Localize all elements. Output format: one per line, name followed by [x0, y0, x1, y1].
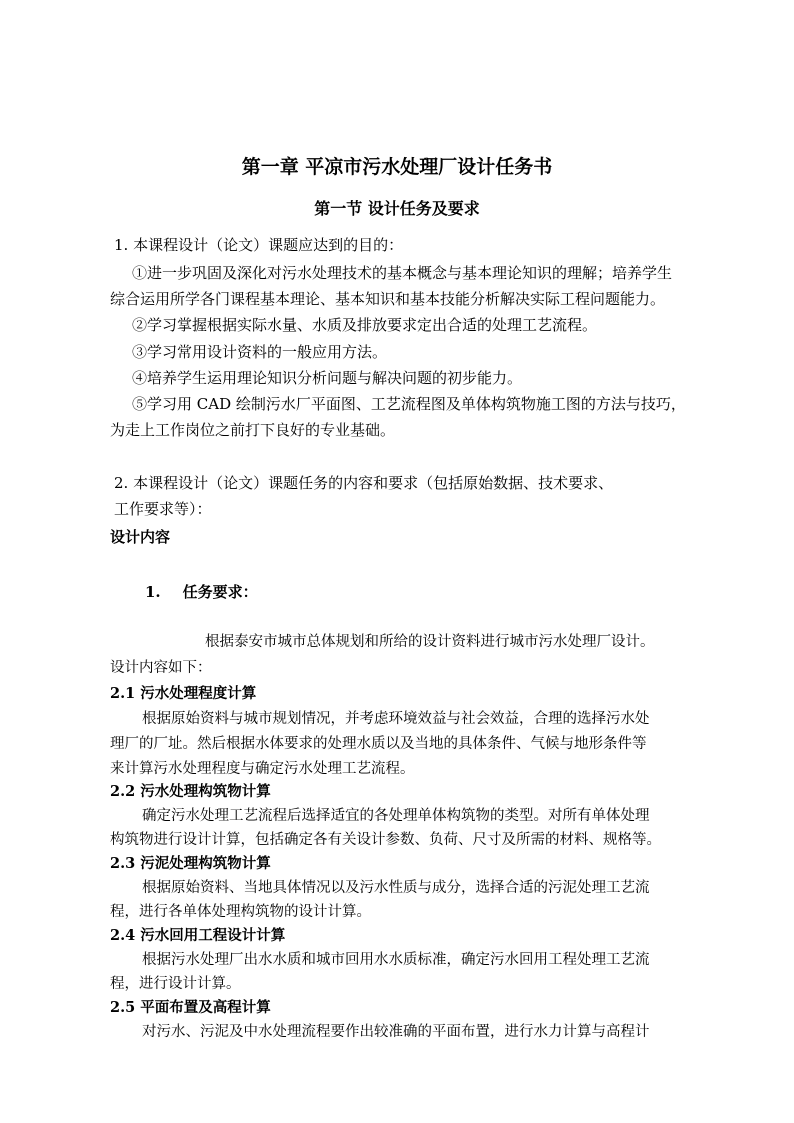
task-heading-line-1: 2. 本课程设计（论文）课题任务的内容和要求（包括原始数据、技术要求、 — [114, 474, 614, 492]
section-2-4-line-1: 根据污水处理厂出水水质和城市回用水水质标准，确定污水回用工程处理工艺流 — [142, 952, 650, 968]
section-2-4-heading — [110, 924, 285, 945]
section-title: 污水处理构筑物计算 — [140, 783, 271, 800]
section-2-2-line-2: 构筑物进行设计计算，包括确定各有关设计参数、负荷、尺寸及所需的材料、规格等。 — [110, 832, 661, 848]
section-number: 2.4 — [110, 927, 136, 944]
purpose-item-5-line-2: 为走上工作岗位之前打下良好的专业基础。 — [110, 421, 396, 439]
section-number: 2.2 — [110, 783, 136, 800]
section-title: 污泥处理构筑物计算 — [140, 855, 271, 872]
section-title: 污水回用工程设计计算 — [140, 927, 286, 944]
chapter-title: 第一章 平凉市污水处理厂设计任务书 — [241, 156, 553, 178]
section-number: 2.3 — [110, 855, 136, 872]
task-intro-line-1: 根据泰安市城市总体规划和所给的设计资料进行城市污水处理厂设计。 — [205, 634, 655, 650]
section-title: 平面布置及高程计算 — [140, 999, 271, 1016]
purpose-item-2: ②学习掌握根据实际水量、水质及排放要求定出合适的处理工艺流程。 — [132, 316, 598, 334]
purpose-item-1-line-1: ①进一步巩固及深化对污水处理技术的基本概念与基本理论知识的理解；培养学生 — [132, 264, 673, 282]
section-number: 2.5 — [110, 999, 136, 1016]
section-number: 2.1 — [110, 685, 136, 702]
purpose-item-5-line-1: ⑤学习用 CAD 绘制污水厂平面图、工艺流程图及单体构筑物施工图的方法与技巧， — [132, 395, 686, 413]
purpose-item-1-line-2: 综合运用所学各门课程基本理论、基本知识和基本技能分析解决实际工程问题能力。 — [110, 290, 666, 308]
section-2-2-heading — [110, 780, 271, 801]
section-title: 第一节 设计任务及要求 — [314, 199, 480, 218]
section-2-2-line-1: 确定污水处理工艺流程后选择适宜的各处理单体构筑物的类型。对所有单体处理 — [142, 808, 650, 824]
section-2-3-line-2: 程，进行各单体处理构筑物的设计计算。 — [110, 904, 371, 920]
task-heading-line-2: 工作要求等）： — [114, 500, 212, 518]
purpose-item-4: ④培养学生运用理论知识分析问题与解决问题的初步能力。 — [132, 369, 523, 387]
purpose-heading: 1. 本课程设计（论文）课题应达到的目的： — [114, 236, 404, 254]
section-2-1-line-2: 理厂的厂址。然后根据水体要求的处理水质以及当地的具体条件、气候与地形条件等 — [110, 736, 647, 752]
section-2-3-line-1: 根据原始资料、当地具体情况以及污水性质与成分，选择合适的污泥处理工艺流 — [142, 880, 650, 896]
task-intro-line-2: 设计内容如下： — [110, 660, 212, 676]
task-requirement-number: 1. — [145, 583, 161, 601]
section-title: 污水处理程度计算 — [140, 685, 257, 702]
task-requirement-heading — [145, 581, 258, 602]
purpose-item-3: ③学习常用设计资料的一般应用方法。 — [132, 343, 388, 361]
section-2-1-line-1: 根据原始资料与城市规划情况，并考虑环境效益与社会效益，合理的选择污水处 — [142, 711, 650, 727]
section-2-5-line-1: 对污水、污泥及中水处理流程要作出较准确的平面布置，进行水力计算与高程计 — [142, 1024, 650, 1040]
section-2-4-line-2: 程，进行设计计算。 — [110, 976, 241, 992]
design-content-label: 设计内容 — [110, 528, 171, 546]
section-2-1-heading — [110, 682, 256, 703]
section-2-1-line-3: 来计算污水处理程度与确定污水处理工艺流程。 — [110, 761, 415, 777]
section-2-3-heading — [110, 852, 271, 873]
section-2-5-heading — [110, 996, 271, 1017]
task-requirement-label: 任务要求： — [182, 583, 258, 601]
